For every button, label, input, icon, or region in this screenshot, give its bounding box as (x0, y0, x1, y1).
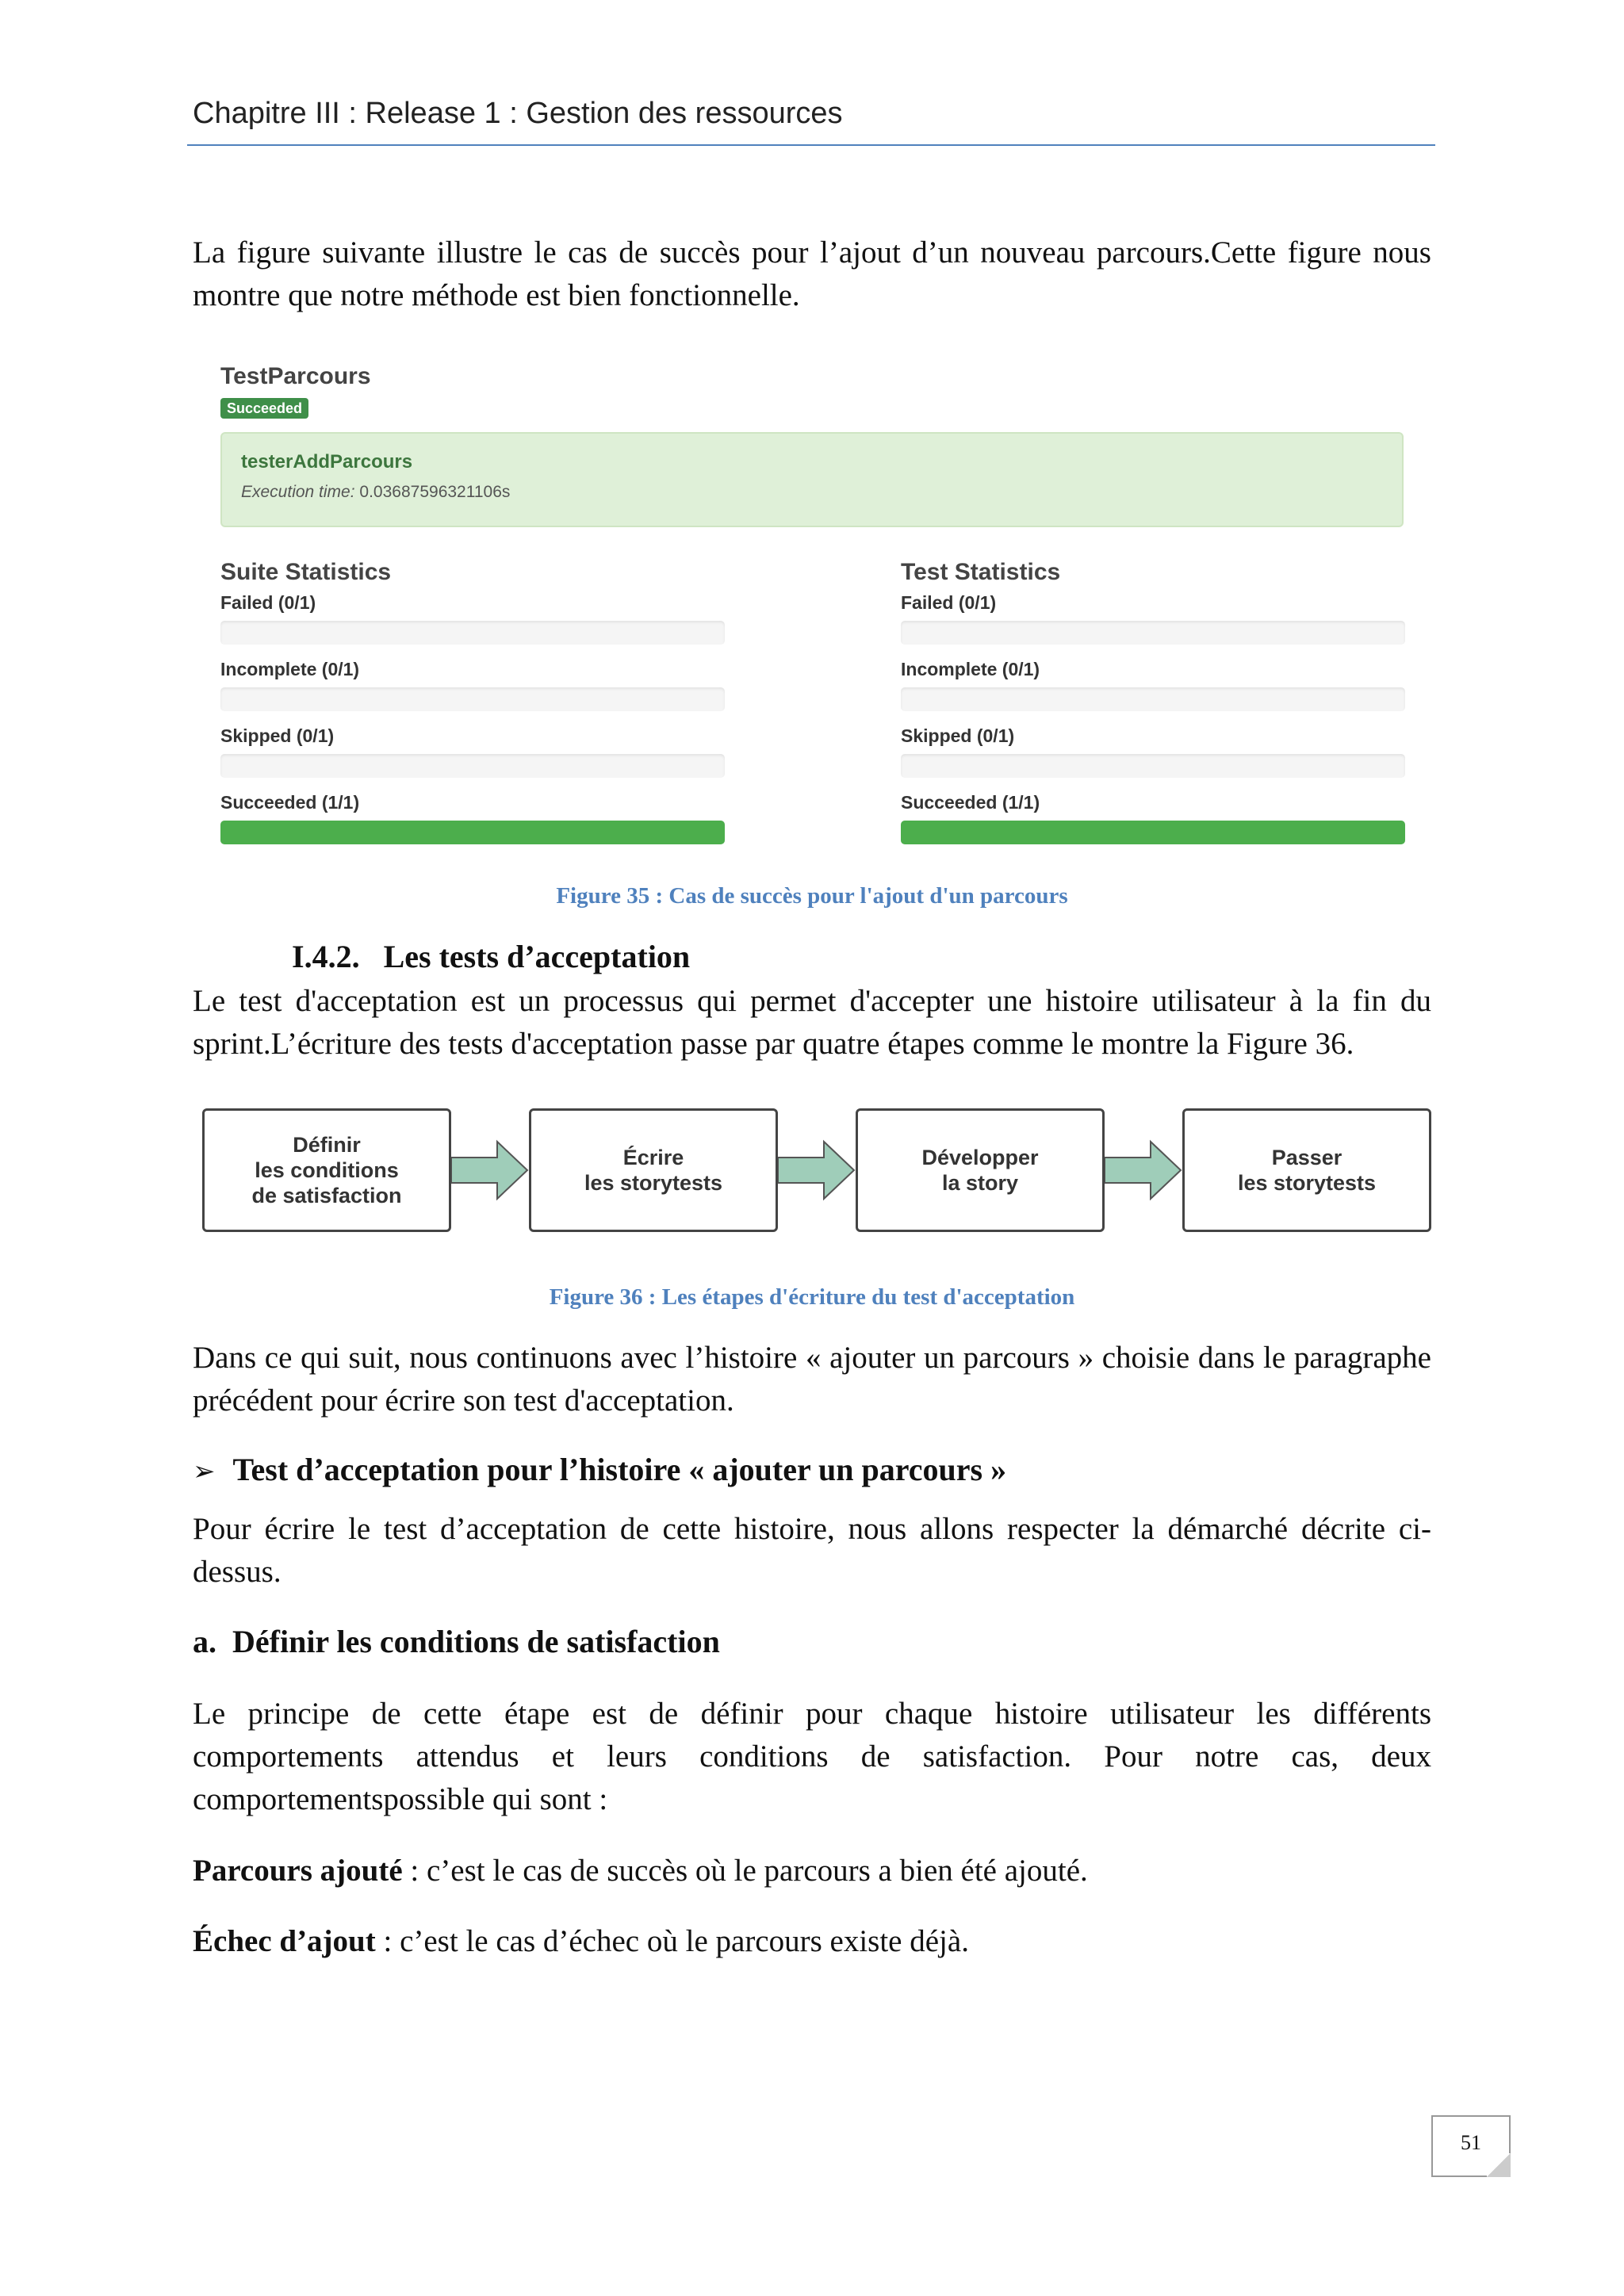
section-title: Les tests d’acceptation (383, 939, 691, 974)
page-number: 51 (1461, 2131, 1481, 2154)
figure-35-caption: Figure 35 : Cas de succès pour l'ajout d'un parcours (556, 883, 1068, 909)
suite-stat-row (220, 792, 728, 844)
stat-label: Incomplete (0/1) (901, 659, 1040, 679)
progress-bar (901, 621, 1405, 645)
suite-stat-row (220, 725, 728, 778)
figure-36-caption: Figure 36 : Les étapes d'écriture du test d'acceptation (549, 1284, 1075, 1310)
page-number-box (1431, 2115, 1511, 2177)
arrow-right-icon (1105, 1138, 1184, 1202)
continue-paragraph: Dans ce qui suit, nous continuons avec l’histoire « ajouter un parcours » choisie dans le paragraphe précédent pour écrire son test d'acceptation. (193, 1341, 1431, 1418)
progress-bar (220, 621, 725, 645)
test-result-box (220, 432, 1404, 527)
test-statistics-title: Test Statistics (901, 559, 1061, 585)
stat-label: Incomplete (0/1) (220, 659, 360, 679)
header-rule (187, 144, 1435, 146)
principle-paragraph: Le principe de cette étape est de définir pour chaque histoire utilisateur les différents comportements attendus et leurs conditions de satisfaction. Pour notre cas, deux comportementspossible qui sont : (193, 1697, 1431, 1816)
behavior-description: : c’est le cas d’échec où le parcours existe déjà. (375, 1924, 969, 1958)
section-heading (292, 938, 690, 975)
subsection-letter: a. (193, 1624, 216, 1659)
subsection-title: Définir les conditions de satisfaction (232, 1624, 720, 1659)
test-stat-row (901, 725, 1408, 778)
status-badge: Succeeded (220, 398, 308, 419)
step-define-conditions: Définir les conditions de satisfaction (202, 1108, 451, 1232)
test-report-figure (214, 357, 1411, 825)
progress-bar (901, 821, 1405, 844)
behavior-item (193, 1920, 1431, 1963)
section-number: I.4.2. (292, 939, 360, 974)
stat-label: Succeeded (1/1) (220, 792, 360, 813)
progress-bar (220, 687, 725, 711)
bullet-heading-text: Test d’acceptation pour l’histoire « ajouter un parcours » (232, 1452, 1007, 1487)
stat-label: Skipped (0/1) (901, 725, 1015, 746)
step-develop-story: Développer la story (856, 1108, 1105, 1232)
progress-fill (901, 821, 1405, 844)
execution-time-label: Execution time: (241, 483, 355, 501)
progress-fill (220, 821, 725, 844)
report-title: TestParcours (220, 363, 371, 389)
behavior-term: Parcours ajouté (193, 1854, 403, 1888)
bullet-arrow-icon: ➢ (193, 1456, 216, 1487)
progress-bar (220, 821, 725, 844)
step-pass-storytests: Passer les storytests (1182, 1108, 1431, 1232)
progress-bar (901, 754, 1405, 778)
test-stat-row (901, 659, 1408, 711)
suite-stat-row (220, 659, 728, 711)
bullet-paragraph: Pour écrire le test d’acceptation de cette histoire, nous allons respecter la démarché décrite ci-dessus. (193, 1512, 1431, 1589)
step-write-storytests: Écrire les storytests (529, 1108, 778, 1232)
section-paragraph: Le test d'acceptation est un processus qui permet d'accepter une histoire utilisateur à la fin du sprint.L’écriture des tests d'acceptation passe par quatre étapes comme le montre la Figure 36. (193, 984, 1431, 1061)
arrow-right-icon (451, 1138, 530, 1202)
suite-stat-row (220, 592, 728, 645)
intro-paragraph: La figure suivante illustre le cas de succès pour l’ajout d’un nouveau parcours.Cette figure nous montre que notre méthode est bien fonctionnelle. (193, 235, 1431, 312)
subsection-heading (193, 1623, 720, 1660)
chapter-header: Chapitre III : Release 1 : Gestion des ressources (193, 97, 843, 130)
acceptance-steps-diagram (202, 1108, 1433, 1235)
progress-bar (220, 754, 725, 778)
test-stat-row (901, 792, 1408, 844)
test-stat-row (901, 592, 1408, 645)
behavior-term: Échec d’ajout (193, 1924, 376, 1958)
behavior-item (193, 1850, 1431, 1892)
suite-statistics (220, 559, 728, 859)
suite-statistics-title: Suite Statistics (220, 559, 392, 585)
stat-label: Succeeded (1/1) (901, 792, 1040, 813)
stat-label: Failed (0/1) (901, 592, 997, 613)
page-fold-corner (1487, 2153, 1511, 2177)
test-name: testerAddParcours (241, 451, 413, 473)
execution-time-value: 0.03687596321106s (359, 483, 511, 501)
execution-time (241, 483, 510, 502)
stat-label: Failed (0/1) (220, 592, 316, 613)
test-statistics (901, 559, 1408, 859)
arrow-right-icon (778, 1138, 857, 1202)
behavior-description: : c’est le cas de succès où le parcours a bien été ajouté. (402, 1854, 1088, 1888)
stat-label: Skipped (0/1) (220, 725, 335, 746)
bullet-heading (193, 1451, 1006, 1488)
progress-bar (901, 687, 1405, 711)
